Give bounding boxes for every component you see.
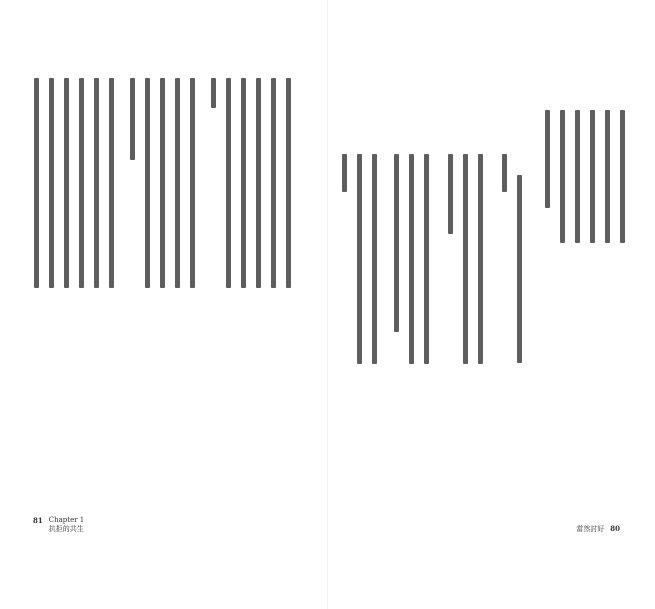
text-column xyxy=(286,78,291,288)
text-column xyxy=(64,78,69,288)
right-page-footer xyxy=(576,524,620,534)
text-column xyxy=(448,154,453,234)
text-column xyxy=(357,154,362,364)
text-column xyxy=(145,78,150,288)
text-column xyxy=(575,110,580,243)
text-column xyxy=(130,78,135,160)
text-column xyxy=(394,154,399,332)
text-column xyxy=(160,78,165,288)
text-column xyxy=(620,110,625,243)
chapter-title: 抗拒的共生 xyxy=(48,525,84,533)
text-column xyxy=(34,78,39,288)
text-column xyxy=(211,78,216,108)
text-column xyxy=(49,78,54,288)
running-title: 當然討好 xyxy=(576,525,605,533)
text-column xyxy=(517,175,522,363)
right-page xyxy=(328,0,655,609)
left-page xyxy=(0,0,327,609)
text-column xyxy=(256,78,261,288)
text-column xyxy=(590,110,595,243)
text-column xyxy=(424,154,429,364)
text-column xyxy=(560,110,565,243)
text-column xyxy=(372,154,377,364)
text-column xyxy=(502,154,507,192)
left-page-number: 81 xyxy=(33,516,43,525)
text-column xyxy=(94,78,99,288)
text-column xyxy=(605,110,610,243)
text-column xyxy=(478,154,483,364)
left-page-footer xyxy=(33,516,84,534)
text-column xyxy=(226,78,231,288)
text-column xyxy=(79,78,84,288)
text-column xyxy=(190,78,195,288)
text-column xyxy=(271,78,276,288)
text-column xyxy=(175,78,180,288)
text-column xyxy=(241,78,246,288)
text-column xyxy=(342,154,347,192)
right-page-number: 80 xyxy=(610,524,620,533)
text-column xyxy=(109,78,114,288)
text-column xyxy=(463,154,468,364)
chapter-label: Chapter 1 xyxy=(48,516,85,524)
text-column xyxy=(545,110,550,208)
text-column xyxy=(409,154,414,364)
